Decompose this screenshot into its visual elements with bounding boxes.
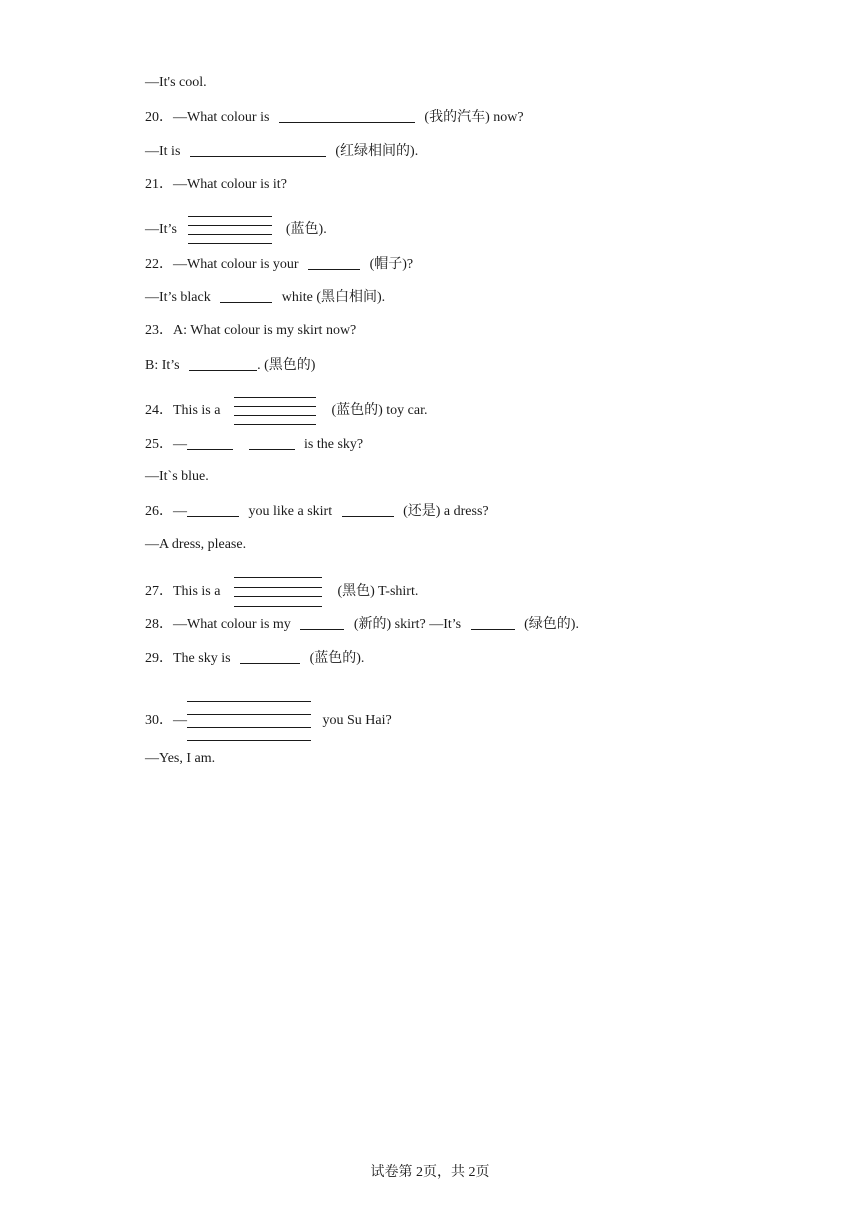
- answer-blank[interactable]: [308, 256, 360, 270]
- page-footer: 试卷第 2页，共 2页: [370, 1165, 490, 1180]
- answer-stacked-lines[interactable]: [234, 576, 322, 608]
- answer-line: —It is (红绿相间的).: [145, 144, 419, 159]
- question-28: 28．—What colour is my (新的) skirt? —It’s (绿色的).: [145, 617, 579, 632]
- answer-line: —It`s blue.: [145, 469, 209, 484]
- answer-blank[interactable]: [189, 357, 257, 371]
- question-30: 30．— you Su Hai?: [145, 700, 392, 742]
- answer-line: B: It’s . (黑色的): [145, 358, 316, 373]
- answer-blank[interactable]: [190, 143, 326, 157]
- answer-line: —It's cool.: [145, 75, 207, 90]
- question-24: 24．This is a (蓝色的) toy car.: [145, 396, 427, 426]
- answer-line: —It’s black white (黑白相间).: [145, 290, 386, 305]
- answer-blank[interactable]: [249, 436, 295, 450]
- answer-blank[interactable]: [187, 503, 239, 517]
- question-20: 20．—What colour is (我的汽车) now?: [145, 110, 524, 125]
- answer-blank[interactable]: [300, 616, 344, 630]
- answer-line: —Yes, I am.: [145, 751, 216, 766]
- question-26: 26．— you like a skirt (还是) a dress?: [145, 504, 489, 519]
- question-23: 23．A: What colour is my skirt now?: [145, 323, 357, 338]
- answer-blank[interactable]: [187, 436, 233, 450]
- question-22: 22．—What colour is your (帽子)?: [145, 257, 414, 272]
- answer-blank[interactable]: [220, 289, 272, 303]
- answer-blank[interactable]: [471, 616, 515, 630]
- answer-blank[interactable]: [342, 503, 394, 517]
- answer-blank[interactable]: [279, 109, 415, 123]
- question-25: 25．— is the sky?: [145, 437, 364, 452]
- answer-line: —A dress, please.: [145, 537, 247, 552]
- answer-stacked-lines[interactable]: [234, 396, 316, 426]
- question-29: 29．The sky is (蓝色的).: [145, 651, 365, 666]
- answer-line: —It’s (蓝色).: [145, 215, 327, 245]
- answer-stacked-lines[interactable]: [188, 215, 272, 245]
- question-21: 21．—What colour is it?: [145, 177, 287, 192]
- answer-blank[interactable]: [240, 650, 300, 664]
- question-27: 27．This is a (黑色) T-shirt.: [145, 576, 418, 608]
- answer-stacked-lines[interactable]: [187, 700, 311, 742]
